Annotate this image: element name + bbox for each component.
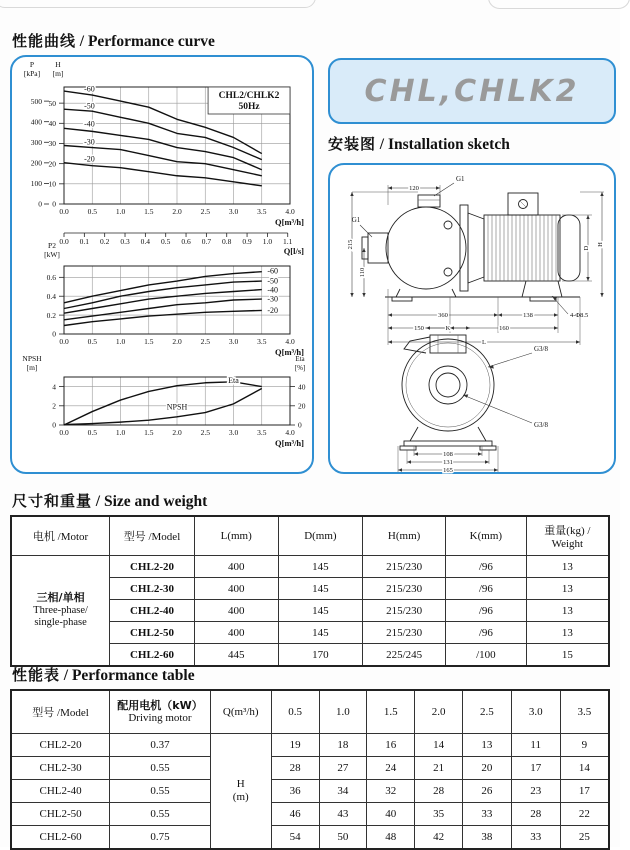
- table-row: [11, 734, 609, 757]
- head-value: 32: [367, 780, 415, 803]
- table-row: [11, 556, 609, 578]
- motor-power-value: 0.55: [110, 803, 211, 826]
- x-tick-label: 3.5: [257, 428, 267, 437]
- series--20: [64, 163, 262, 186]
- section-heading-performance-table: [12, 664, 195, 685]
- chart-title: CHL2/CHLK2: [218, 91, 280, 101]
- head-value: 34: [319, 780, 367, 803]
- y-tick-label: 4: [52, 382, 56, 392]
- l-value: 445: [194, 644, 278, 667]
- head-value: 33: [511, 826, 560, 850]
- dimension-label: K: [445, 325, 451, 333]
- axis-title: [m]: [52, 69, 64, 78]
- head-value: 19: [271, 734, 319, 757]
- series-label: -20: [267, 305, 279, 315]
- table-row: [11, 826, 609, 850]
- heading-en: / Installation sketch: [379, 136, 510, 153]
- x2-tick-label: 0.9: [242, 237, 252, 246]
- product-title-box: [328, 58, 616, 124]
- y-tick-label: 50: [48, 98, 56, 108]
- model-cell: CHL2-50: [11, 803, 110, 826]
- x2-tick-label: 0.0: [59, 237, 69, 246]
- x-tick-label: 1.0: [115, 428, 126, 437]
- series--50: [64, 281, 262, 308]
- head-value: 42: [415, 826, 463, 850]
- p-tick-label: 500: [30, 96, 42, 106]
- series-label: -40: [84, 119, 95, 129]
- head-value: 40: [367, 803, 415, 826]
- model-cell: CHL2-40: [11, 780, 110, 803]
- section-heading-installation-sketch: [328, 133, 510, 154]
- k-value: /96: [446, 556, 527, 578]
- column-header: 电机 /Motor: [11, 516, 110, 556]
- motor-power-value: 0.55: [110, 757, 211, 780]
- heading-en: / Size and weight: [95, 493, 208, 510]
- series-label: -30: [84, 137, 95, 147]
- p-tick-label: 400: [30, 117, 42, 127]
- x2-tick-label: 0.3: [120, 237, 130, 246]
- head-value: 28: [415, 780, 463, 803]
- flow-column-header: 1.5: [367, 690, 415, 734]
- axis-title: Eta: [295, 355, 305, 363]
- x-tick-label: 4.0: [285, 428, 295, 437]
- x-tick-label: 2.5: [200, 337, 210, 346]
- y2-tick-label: 20: [298, 401, 306, 411]
- series-label: Eta: [228, 376, 239, 386]
- axis-title: [kW]: [44, 250, 60, 259]
- x-tick-label: 3.5: [257, 337, 267, 346]
- head-value: 54: [271, 826, 319, 850]
- l-value: 400: [194, 600, 278, 622]
- weight-value: 13: [526, 578, 609, 600]
- series-NPSH: [64, 389, 262, 425]
- h-value: 215/230: [363, 578, 446, 600]
- d-value: 145: [278, 578, 363, 600]
- head-value: 46: [271, 803, 319, 826]
- table-row: [11, 803, 609, 826]
- d-value: 145: [278, 622, 363, 644]
- head-value: 28: [271, 757, 319, 780]
- x-tick-label: 3.0: [228, 337, 239, 346]
- x-tick-label: 1.5: [144, 207, 154, 216]
- column-header: 重量(kg) / Weight: [526, 516, 609, 556]
- x2-tick-label: 1.1: [283, 237, 293, 246]
- dimension-label: 110: [359, 267, 366, 278]
- head-value: 20: [463, 757, 512, 780]
- l-value: 400: [194, 556, 278, 578]
- p-tick-label: 0: [38, 199, 42, 209]
- x-tick-label: 2.5: [200, 428, 210, 437]
- model-cell: CHL2-30: [11, 757, 110, 780]
- model-cell: CHL2-60: [110, 644, 195, 667]
- x-tick-label: 1.5: [144, 337, 154, 346]
- x-tick-label: 3.5: [257, 207, 267, 216]
- p-tick-label: 200: [30, 158, 42, 168]
- chart-subtitle: 50Hz: [238, 102, 260, 112]
- x2-tick-label: 0.6: [181, 237, 191, 246]
- head-value: 43: [319, 803, 367, 826]
- dimension-label: 165: [443, 467, 453, 475]
- weight-value: 13: [526, 600, 609, 622]
- model-cell: CHL2-30: [110, 578, 195, 600]
- y-tick-label: 0: [52, 420, 56, 430]
- k-value: /96: [446, 600, 527, 622]
- installation-sketch-panel: [328, 163, 616, 474]
- front-view: [398, 325, 549, 474]
- k-value: /100: [446, 644, 527, 667]
- flow-column-header: 2.0: [415, 690, 463, 734]
- series-label: -60: [267, 266, 279, 276]
- model-cell: CHL2-50: [110, 622, 195, 644]
- dimension-label: 108: [443, 451, 453, 459]
- d-value: 145: [278, 556, 363, 578]
- x-axis-title: Q[m³/h]: [275, 347, 304, 357]
- heading-zh: 性能表: [12, 666, 61, 684]
- head-value: 13: [463, 734, 512, 757]
- p-tick-label: 300: [30, 137, 42, 147]
- weight-value: 15: [526, 644, 609, 667]
- side-view: [347, 175, 604, 346]
- head-value: 9: [560, 734, 609, 757]
- y-tick-label: 0: [52, 199, 56, 209]
- x2-tick-label: 0.1: [79, 237, 90, 246]
- heading-zh: 安装图: [328, 135, 377, 153]
- l-value: 400: [194, 622, 278, 644]
- head-value: 17: [511, 757, 560, 780]
- flow-column-header: 0.5: [271, 690, 319, 734]
- head-value: 36: [271, 780, 319, 803]
- series-label: -40: [267, 285, 279, 295]
- x-axis-title: Q[m³/h]: [275, 438, 304, 448]
- port-label: G1: [351, 216, 361, 224]
- head-capacity-curve: [24, 60, 304, 256]
- head-value: 21: [415, 757, 463, 780]
- performance-curves-chart: [12, 57, 308, 468]
- l-value: 400: [194, 578, 278, 600]
- x-tick-label: 3.0: [228, 428, 239, 437]
- dimension-label: 215: [347, 239, 354, 250]
- heading-en: / Performance table: [63, 667, 195, 684]
- head-value: 27: [319, 757, 367, 780]
- y-tick-label: 0: [52, 329, 56, 339]
- heading-zh: 尺寸和重量: [12, 492, 93, 510]
- x-tick-label: 4.0: [285, 207, 295, 216]
- x-tick-label: 2.0: [172, 428, 182, 437]
- model-cell: CHL2-60: [11, 826, 110, 850]
- h-value: 215/230: [363, 622, 446, 644]
- series--20: [64, 310, 262, 325]
- dimension-label: H: [597, 242, 604, 247]
- d-value: 145: [278, 600, 363, 622]
- column-header: D(mm): [278, 516, 363, 556]
- y-tick-label: 0.4: [46, 291, 56, 301]
- series-label: -50: [267, 276, 279, 286]
- column-header: Q(m³/h): [210, 690, 271, 734]
- previous-box-remnant-left: [0, 0, 316, 8]
- x-tick-label: 2.0: [172, 207, 182, 216]
- axis-title: H: [55, 60, 61, 69]
- column-header: 型号 /Model: [11, 690, 110, 734]
- head-value: 17: [560, 780, 609, 803]
- motor-type-cell: 三相/单相 Three-phase/ single-phase: [11, 556, 110, 667]
- y2-tick-label: 0: [298, 420, 302, 430]
- power-curve: [44, 241, 304, 357]
- h-value: 215/230: [363, 600, 446, 622]
- column-header: L(mm): [194, 516, 278, 556]
- x-tick-label: 4.0: [285, 337, 295, 346]
- d-value: 170: [278, 644, 363, 667]
- heading-en: / Performance curve: [79, 33, 215, 50]
- y2-tick-label: 40: [298, 382, 306, 392]
- head-value: 33: [463, 803, 512, 826]
- head-value: 38: [463, 826, 512, 850]
- x2-tick-label: 0.7: [201, 237, 212, 246]
- x-tick-label: 0.5: [87, 428, 97, 437]
- x2-tick-label: 0.2: [99, 237, 110, 246]
- npsh-eta-curve: [22, 354, 305, 448]
- dimension-label: 120: [409, 185, 419, 193]
- x-tick-label: 1.0: [115, 207, 126, 216]
- head-value: 48: [367, 826, 415, 850]
- dimension-label: 131: [443, 459, 453, 467]
- p-tick-label: 100: [30, 179, 42, 189]
- column-header: K(mm): [446, 516, 527, 556]
- port-label: G3/8: [534, 345, 548, 353]
- motor-power-value: 0.37: [110, 734, 211, 757]
- perf-table-header-row: [11, 690, 609, 734]
- performance-curve-panel: [10, 55, 314, 474]
- section-heading-performance-curve: [12, 30, 215, 51]
- x-tick-label: 0.0: [59, 207, 69, 216]
- x2-tick-label: 0.5: [161, 237, 171, 246]
- head-value: 11: [511, 734, 560, 757]
- previous-box-remnant-right: [488, 0, 630, 9]
- product-title: CHL,CHLK2: [364, 73, 580, 109]
- x2-tick-label: 1.0: [262, 237, 273, 246]
- head-value: 24: [367, 757, 415, 780]
- head-value: 26: [463, 780, 512, 803]
- series-label: -60: [84, 84, 95, 94]
- column-header: 配用电机（kW） Driving motor: [110, 690, 211, 734]
- x-tick-label: 0.5: [87, 207, 97, 216]
- head-unit-cell: H (m): [210, 734, 271, 850]
- axis-title: [kPa]: [23, 69, 41, 78]
- h-value: 215/230: [363, 556, 446, 578]
- x2-axis-title: Q[l/s]: [283, 246, 304, 256]
- dimension-label: 160: [499, 325, 509, 333]
- size-table-header-row: [11, 516, 609, 556]
- installation-sketch-drawing: [330, 165, 610, 475]
- head-value: 35: [415, 803, 463, 826]
- dimension-label: D: [583, 245, 590, 251]
- head-value: 28: [511, 803, 560, 826]
- size-weight-table: [10, 515, 610, 667]
- x-tick-label: 0.5: [87, 337, 97, 346]
- y-tick-label: 2: [52, 401, 56, 411]
- head-value: 16: [367, 734, 415, 757]
- model-cell: CHL2-20: [11, 734, 110, 757]
- axis-title: NPSH: [22, 354, 42, 363]
- x-tick-label: 1.5: [144, 428, 154, 437]
- axis-title: [m]: [26, 363, 38, 372]
- weight-value: 13: [526, 622, 609, 644]
- flow-column-header: 2.5: [463, 690, 512, 734]
- x2-tick-label: 0.8: [222, 237, 232, 246]
- x-tick-label: 2.5: [200, 207, 210, 216]
- series-label: NPSH: [166, 402, 188, 412]
- port-label: G1: [456, 175, 465, 183]
- bolt-label: 4-Φ8.5: [570, 312, 589, 319]
- series-label: -30: [267, 294, 279, 304]
- h-value: 225/245: [363, 644, 446, 667]
- y-tick-label: 0.6: [46, 273, 56, 283]
- x-axis-title: Q[m³/h]: [275, 217, 304, 227]
- dimension-label: 138: [523, 312, 533, 320]
- model-cell: CHL2-20: [110, 556, 195, 578]
- dimension-label: 360: [438, 312, 448, 320]
- series-label: -20: [84, 154, 95, 164]
- performance-table: [10, 689, 610, 850]
- y-tick-label: 30: [48, 139, 56, 149]
- x-tick-label: 0.0: [59, 428, 69, 437]
- section-heading-size-weight: [12, 490, 207, 511]
- axis-title: P: [29, 60, 35, 69]
- k-value: /96: [446, 578, 527, 600]
- head-value: 23: [511, 780, 560, 803]
- axis-title: [%]: [294, 364, 306, 372]
- series-label: -50: [84, 101, 95, 111]
- series--50: [64, 109, 262, 159]
- head-value: 18: [319, 734, 367, 757]
- head-value: 22: [560, 803, 609, 826]
- x2-tick-label: 0.4: [140, 237, 151, 246]
- dimension-label: L: [482, 339, 486, 347]
- axis-title: P2: [48, 241, 56, 250]
- y-tick-label: 0.2: [46, 310, 56, 320]
- k-value: /96: [446, 622, 527, 644]
- model-cell: CHL2-40: [110, 600, 195, 622]
- motor-power-value: 0.75: [110, 826, 211, 850]
- y-tick-label: 40: [48, 119, 56, 129]
- head-value: 25: [560, 826, 609, 850]
- y-tick-label: 10: [48, 179, 56, 189]
- column-header: 型号 /Model: [110, 516, 195, 556]
- flow-column-header: 3.0: [511, 690, 560, 734]
- flow-column-header: 3.5: [560, 690, 609, 734]
- table-row: [11, 757, 609, 780]
- column-header: H(mm): [363, 516, 446, 556]
- flow-column-header: 1.0: [319, 690, 367, 734]
- port-label: G3/8: [534, 421, 548, 429]
- x-tick-label: 1.0: [115, 337, 126, 346]
- dimension-label: 150: [414, 325, 424, 333]
- x-tick-label: 3.0: [228, 207, 239, 216]
- x-tick-label: 2.0: [172, 337, 182, 346]
- weight-value: 13: [526, 556, 609, 578]
- table-row: [11, 780, 609, 803]
- x-tick-label: 0.0: [59, 337, 69, 346]
- heading-zh: 性能曲线: [12, 32, 77, 50]
- y-tick-label: 20: [48, 159, 56, 169]
- motor-power-value: 0.55: [110, 780, 211, 803]
- head-value: 14: [415, 734, 463, 757]
- head-value: 50: [319, 826, 367, 850]
- series--40: [64, 290, 262, 314]
- head-value: 14: [560, 757, 609, 780]
